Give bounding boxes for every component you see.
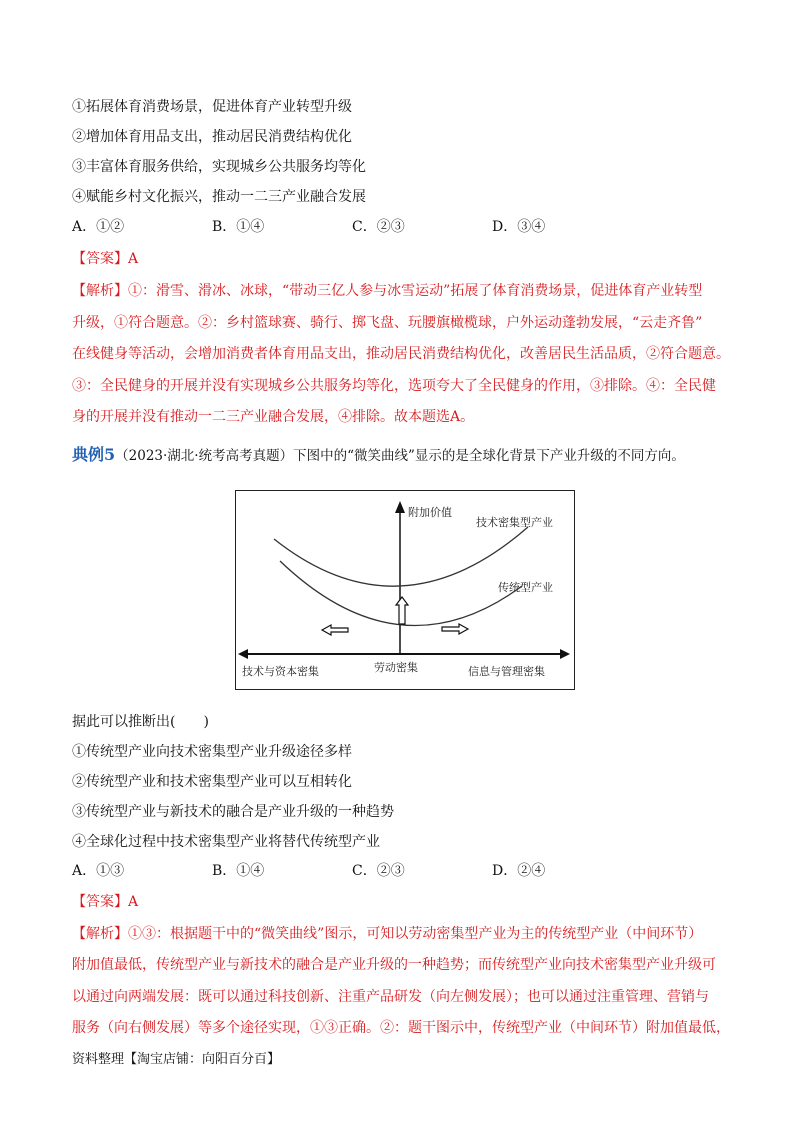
q5-header: [72, 446, 685, 465]
arrow-up-icon: [396, 597, 408, 624]
q5-analysis-line-3: 以通过向两端发展：既可以通过科技创新、注重产品研发（向左侧发展）；也可以通过注重管理、营销与: [72, 989, 709, 1005]
q5-source: （2023·湖北·统考高考真题）: [115, 448, 294, 464]
arrow-left-icon: [322, 625, 348, 635]
q4-item-1: ①拓展体育消费场景，促进体育产业转型升级: [72, 99, 352, 115]
q5-item-3: ③传统型产业与新技术的融合是产业升级的一种趋势: [72, 804, 394, 820]
x-mid-label: 劳动密集: [374, 661, 418, 674]
q4-analysis-line-4: ③：全民健身的开展并没有实现城乡公共服务均等化，选项夸大了全民健身的作用，③排除。④：全民健: [72, 378, 716, 394]
q4-item-2: ②增加体育用品支出，推动居民消费结构优化: [72, 129, 352, 145]
q5-item-1: ①传统型产业向技术密集型产业升级途径多样: [72, 744, 352, 760]
q4-item-3: ③丰富体育服务供给，实现城乡公共服务均等化: [72, 159, 366, 175]
x-right-label: 信息与管理密集: [468, 665, 545, 678]
page-footer: 资料整理【淘宝店铺：向阳百分百】: [72, 1052, 281, 1067]
q4-analysis-line-3: 在线健身等活动，会增加消费者体育用品支出，推动居民消费结构优化，改善居民生活品质，②符合题意。: [72, 346, 730, 362]
answer-value: A: [128, 251, 139, 267]
q4-option-a: A．①②: [72, 219, 125, 235]
curve-technology-intensive: [274, 527, 528, 586]
q5-answer: [72, 893, 138, 911]
x-axis-right-arrow: [560, 649, 570, 659]
q4-analysis-line-2: 升级，①符合题意。②：乡村篮球赛、骑行、掷飞盘、玩腰旗橄榄球，户外运动蓬勃发展，“云走齐鲁”: [72, 315, 703, 331]
q5-item-4: ④全球化过程中技术密集型产业将替代传统型产业: [72, 834, 380, 850]
q5-item-2: ②传统型产业和技术密集型产业可以互相转化: [72, 774, 352, 790]
q5-label: 典例5: [72, 445, 116, 464]
q4-answer: [72, 250, 138, 268]
y-axis-arrow: [395, 501, 405, 513]
q4-option-c: C．②③: [352, 219, 405, 235]
answer-value: A: [128, 894, 139, 910]
q4-analysis-line-5: 身的开展并没有推动一二三产业融合发展，④排除。故本题选A。: [72, 409, 475, 425]
q5-option-a: A．①③: [72, 863, 125, 879]
arrow-right-icon: [442, 624, 468, 634]
smile-curve-figure: [235, 490, 575, 690]
q5-analysis-line-1: 【解析】①③：根据题干中的“微笑曲线”图示，可知以劳动密集型产业为主的传统型产业（中间环节）: [72, 926, 703, 942]
answer-tag: 【答案】: [72, 894, 128, 910]
x-axis-left-arrow: [238, 649, 248, 659]
answer-tag: 【答案】: [72, 251, 128, 267]
q4-option-b: B．①④: [212, 219, 265, 235]
curve-top-label: 技术密集型产业: [476, 516, 553, 529]
q5-analysis-line-2: 附加值最低，传统型产业与新技术的融合是产业升级的一种趋势；而传统型产业向技术密集型产业升级可: [72, 957, 716, 973]
q5-analysis-line-4: 服务（向右侧发展）等多个途径实现，①③正确。②：题干图示中，传统型产业（中间环节）附加值最低，: [72, 1020, 730, 1036]
x-left-label: 技术与资本密集: [242, 665, 319, 678]
smile-curve-diagram: [236, 491, 574, 689]
q4-item-4: ④赋能乡村文化振兴，推动一二三产业融合发展: [72, 189, 366, 205]
curve-bottom-label: 传统型产业: [498, 581, 553, 594]
q5-option-d: D．②④: [492, 863, 546, 879]
q5-question: 据此可以推断出( ): [72, 714, 209, 730]
q4-analysis-line-1: 【解析】①：滑雪、滑冰、冰球，“带动三亿人参与冰雪运动”拓展了体育消费场景，促进体育产业转型: [72, 283, 703, 299]
q5-stem: 下图中的“微笑曲线”显示的是全球化背景下产业升级的不同方向。: [293, 448, 685, 464]
q4-option-d: D．③④: [492, 219, 546, 235]
q5-option-b: B．①④: [212, 863, 265, 879]
y-axis-label: 附加价值: [408, 506, 452, 519]
q5-option-c: C．②③: [352, 863, 405, 879]
